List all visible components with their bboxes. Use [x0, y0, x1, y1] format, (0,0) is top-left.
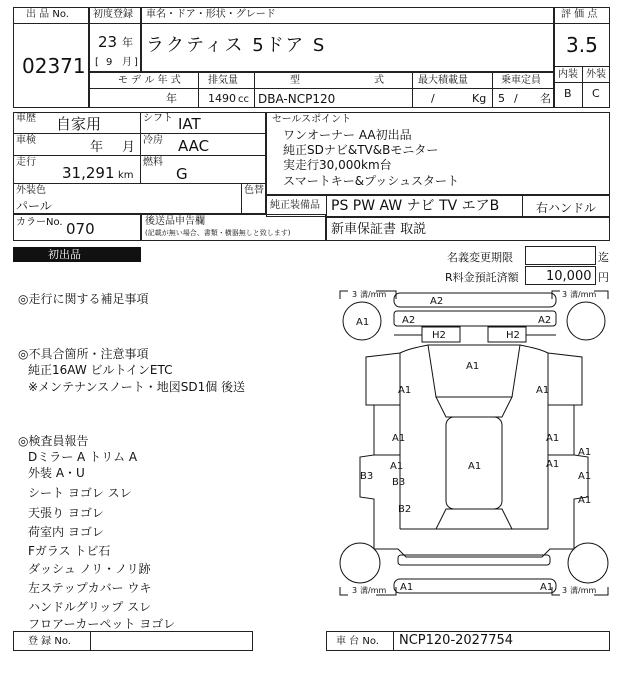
ac-label: 冷房 [143, 135, 163, 146]
tire-depth-front-left: 3 [352, 290, 358, 299]
divider [13, 23, 89, 24]
model-type: DBA-NCP120 [258, 92, 336, 106]
color-number: 070 [66, 220, 95, 238]
car-body-outline [360, 345, 588, 557]
rating-label: 評 価 点 [561, 9, 598, 20]
damage-mark: A1 [468, 461, 482, 472]
capacity-label: 乗車定員 [501, 75, 541, 86]
damage-mark: B3 [392, 477, 406, 488]
chassis-number-label: 車 台 No. [336, 636, 379, 647]
after-delivery-note: (記載が無い場合、書類・横器無しと致します) [145, 229, 291, 237]
tire-unit: 溝/mm [360, 586, 387, 595]
bracket-open: [ [95, 57, 99, 68]
exterior-label: 外装 [586, 69, 606, 80]
divider [140, 112, 141, 183]
bracket-close: ] [134, 57, 138, 68]
history-label: 車歴 [16, 113, 36, 124]
sales-point-line: ワンオーナー AA初出品 [283, 128, 412, 142]
rear-bumper-outline [394, 579, 556, 593]
steering-side: 右ハンドル [536, 201, 597, 215]
exterior-rating: C [592, 87, 600, 100]
lot-number-label: 出 品 No. [26, 9, 69, 20]
tire-unit: 溝/mm [570, 290, 597, 299]
after-delivery-label: 後送品申告欄 [145, 216, 205, 227]
capacity-unit: 名 [540, 92, 551, 105]
tire-front-right-icon [567, 302, 605, 340]
divider [13, 183, 266, 184]
capacity-sep: / [514, 92, 518, 105]
vehicle-history: 自家用 [56, 115, 102, 133]
inspection-year: 年 [90, 140, 104, 155]
inspector-note: ダッシュ ノリ・ノリ跡 [28, 562, 151, 576]
tire-depth-rear-left: 3 [352, 586, 358, 595]
divider [198, 72, 199, 108]
divider [522, 195, 523, 217]
first-registration-label: 初度登録 [93, 9, 133, 20]
damage-mark: A1 [578, 471, 592, 482]
equipment-label: 純正装備品 [270, 200, 320, 211]
mileage-label: 走行 [16, 157, 36, 168]
divider [90, 631, 91, 651]
car-damage-diagram [336, 287, 612, 625]
damage-mark: A1 [390, 461, 404, 472]
divider [89, 23, 141, 24]
fuel-type: G [176, 165, 188, 183]
shift-type: IAT [178, 115, 201, 133]
inspection-label: 車検 [16, 135, 36, 146]
damage-mark: A1 [466, 361, 480, 372]
chassis-number: NCP120-2027754 [399, 633, 514, 648]
sales-point-line: 実走行30,000km台 [283, 158, 392, 172]
inspector-note: 外装 A・U [28, 466, 85, 480]
name-change-field [525, 246, 596, 265]
inspector-note: Dミラー A トリム A [28, 450, 138, 464]
interior-label: 内装 [558, 69, 578, 80]
displacement-unit: cc [238, 94, 249, 105]
recycle-fee: 10,000 [546, 269, 592, 284]
fuel-label: 燃料 [143, 157, 163, 168]
ac-type: AAC [178, 137, 210, 155]
damage-mark: A2 [538, 315, 552, 326]
inspector-note: Fガラス トビ石 [28, 544, 111, 558]
damage-mark: A1 [392, 433, 406, 444]
model-year-label: モ デ ル 年 式 [118, 75, 181, 86]
damage-mark: A1 [536, 385, 550, 396]
car-name-label: 車名・ドア・形状・グレード [146, 9, 276, 20]
damage-mark: A1 [400, 582, 414, 593]
damage-mark: H2 [432, 330, 446, 341]
inspector-note: 左ステップカバー ウキ [28, 581, 152, 595]
tire-depth-front-right: 3 [562, 290, 568, 299]
defect-line: ※メンテナンスノート・地図SD1個 後送 [28, 380, 246, 394]
divider [412, 72, 413, 108]
recycle-unit: 円 [598, 271, 609, 284]
inspector-report-label: ◎検査員報告 [18, 434, 89, 448]
after-delivery-items: 新車保証書 取説 [331, 222, 427, 237]
damage-mark: A1 [578, 495, 592, 506]
defect-line: 純正16AW ビルトインETC [28, 363, 173, 377]
car-name: ラクティス 5ドア S [146, 35, 327, 56]
damage-mark: A1 [540, 582, 554, 593]
inspector-note: ハンドルグリップ スレ [28, 600, 152, 614]
name-change-label: 名義変更期限 [447, 251, 513, 264]
inspector-note: 荷室内 ヨゴレ [28, 525, 104, 539]
inspector-note: 天張り ヨゴレ [28, 506, 104, 520]
recycle-label: R料金預託済額 [445, 271, 519, 284]
damage-mark: A1 [398, 385, 412, 396]
driving-notes-label: ◎走行に関する補足事項 [18, 292, 149, 306]
inspector-note: フロアーカーペット ヨゴレ [28, 617, 176, 631]
tire-unit: 溝/mm [360, 290, 387, 299]
tire-depth-rear-right: 3 [562, 586, 568, 595]
defects-label: ◎不具合箇所・注意事項 [18, 347, 149, 361]
equipment-list: PS PW AW ナビ TV エアB [331, 198, 500, 214]
front-panel-outline [394, 311, 556, 326]
max-load-label: 最大積載量 [418, 75, 468, 86]
model-year-unit: 年 [166, 92, 177, 105]
tire-unit: 溝/mm [570, 586, 597, 595]
rear-window-outline [436, 509, 512, 529]
divider [492, 72, 493, 108]
damage-mark: A1 [546, 433, 560, 444]
damage-mark: A1 [578, 447, 592, 458]
max-load-sep: / [431, 92, 435, 105]
sales-point-line: スマートキー&プッシュスタート [283, 174, 460, 188]
year-unit: 年 [122, 36, 133, 49]
damage-mark: B2 [398, 504, 412, 515]
divider [554, 23, 610, 24]
damage-mark: A1 [546, 459, 560, 470]
registration-month: 9 [106, 57, 113, 68]
sales-points-label: セールスポイント [272, 114, 352, 125]
color-label: 外装色 [16, 185, 46, 196]
divider [393, 631, 394, 651]
damage-mark: A2 [430, 296, 444, 307]
windshield-outline [436, 397, 512, 417]
front-bumper-outline [394, 293, 556, 307]
mileage: 31,291 [62, 164, 115, 182]
damage-mark: A1 [356, 317, 370, 328]
divider [89, 88, 554, 89]
color-number-label: カラーNo. [16, 217, 63, 228]
registration-year: 23 [98, 33, 118, 51]
rating-value: 3.5 [566, 33, 598, 57]
inspection-month: 月 [122, 140, 136, 155]
shift-label: シフト [143, 113, 173, 124]
divider [141, 23, 554, 24]
divider [326, 195, 327, 217]
divider [254, 72, 255, 108]
damage-mark: A2 [402, 315, 416, 326]
first-listing-label: 初出品 [48, 248, 81, 261]
registration-number-label: 登 録 No. [28, 636, 71, 647]
month-unit: 月 [122, 57, 132, 68]
lot-number: 02371 [22, 54, 86, 78]
type-label: 型 式 [290, 75, 402, 86]
displacement-label: 排気量 [208, 75, 238, 86]
damage-mark: H2 [506, 330, 520, 341]
exterior-color: パール [16, 199, 52, 213]
divider [241, 183, 242, 214]
divider [582, 66, 583, 108]
sales-point-line: 純正SDナビ&TV&Bモニター [283, 143, 439, 157]
name-change-unit: 迄 [598, 251, 609, 264]
mileage-unit: km [118, 170, 134, 181]
damage-mark: B3 [360, 471, 374, 482]
color-change-label: 色替 [244, 185, 264, 196]
interior-rating: B [564, 87, 572, 100]
max-load-unit: Kg [472, 92, 487, 105]
inspector-note: シート ヨゴレ スレ [28, 486, 132, 500]
displacement: 1490 [208, 92, 236, 105]
capacity: 5 [498, 92, 505, 105]
